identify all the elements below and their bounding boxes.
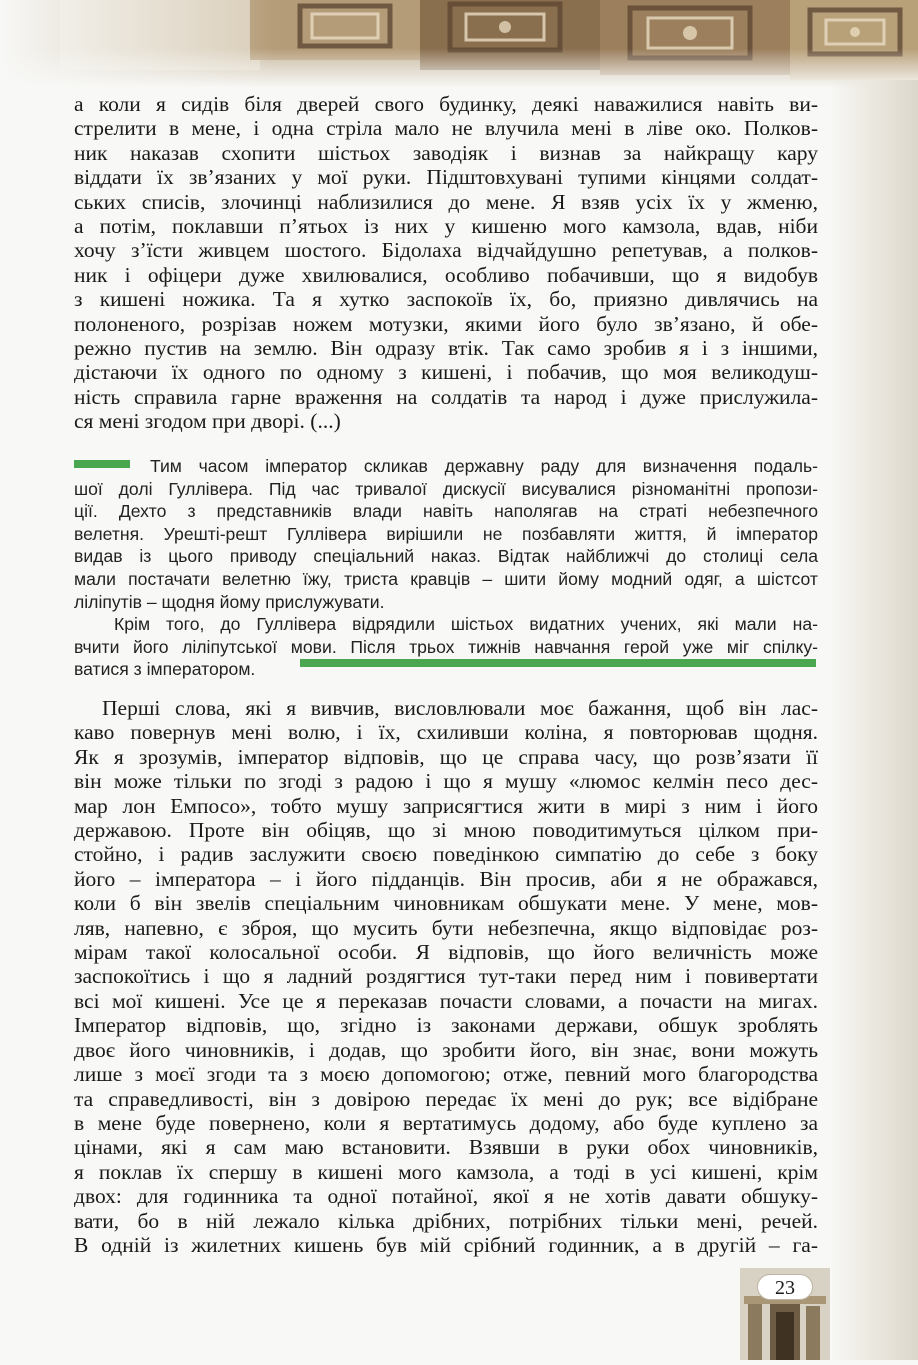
text-line: двоє його чиновників, і додав, що зробити його, він знає, вони можуть bbox=[74, 1037, 818, 1062]
text-line: двох: для годинника та одної потайної, якої я не хотів давати обшуку- bbox=[74, 1184, 818, 1209]
text-line: ся мені згодом при дворі. (...) bbox=[74, 409, 341, 434]
text-line: його – імператора – і його підданців. Він просив, аби я не ображався, bbox=[74, 866, 818, 891]
text-line: ник і офіцери дуже хвилювалися, особливо побачивши, що я видобув bbox=[74, 262, 818, 287]
text-line: а потім, поклавши п’ятьох із них у кишеню мого камзола, вдав, ніби bbox=[74, 214, 818, 239]
text-line: ність справила гарне враження на солдатів та народ і дуже прислужила- bbox=[74, 384, 818, 409]
summary-insert bbox=[74, 455, 818, 681]
text-line: коли б він звелів спеціальним чиновникам обшукати мене. У мене, мов- bbox=[74, 891, 818, 916]
text-line: а коли я сидів біля дверей свого будинку, деякі наважилися навіть ви- bbox=[74, 92, 818, 116]
text-line: Як я зрозумів, імператор відповів, що це справа часу, що розв’язати її bbox=[74, 744, 818, 769]
summary-line: видав із цього приводу спеціальний наказ. Відтак найближчі до столиці села bbox=[74, 546, 818, 567]
text-line: вати, бо в ній лежало кілька дрібних, потрібних тільки мені, речей. bbox=[74, 1208, 818, 1233]
text-line: та справедливості, він з довірою передає їх мені до рук; все відібране bbox=[74, 1086, 818, 1111]
text-line: мірам такої колосальної особи. Я відповів, що його величність може bbox=[74, 940, 818, 965]
page-number: 23 bbox=[757, 1274, 813, 1300]
text-line: в мене буде повернено, коли я вертатимусь додому, або буде куплено за bbox=[74, 1110, 818, 1135]
text-line: В одній із жилетних кишень був мій срібний годинник, а в другій – га- bbox=[74, 1232, 818, 1257]
story-paragraph-2 bbox=[74, 696, 818, 1257]
text-line: режно пустив на землю. Він одразу втік. Так само зробив я і з іншими, bbox=[74, 336, 818, 361]
text-line: полоненого, розрізав ножем мотузки, якими його було зв’язано, й обе- bbox=[74, 311, 818, 336]
text-line: цінами, які я сам маю встановити. Взявши в руки обох чиновників, bbox=[74, 1135, 818, 1160]
text-line: стрелити в мене, і одна стріла мало не влучила мені в ліве око. Полков- bbox=[74, 116, 818, 141]
text-line: я поклав їх спершу в кишені мого камзола, а тоді в усі кишені, крім bbox=[74, 1159, 818, 1184]
text-line: мар лон Емпосо», тобто мушу заприсягтися жити в мирі з ним і його bbox=[74, 793, 818, 818]
header-ceiling-illustration bbox=[0, 0, 918, 88]
summary-end-bar bbox=[300, 659, 816, 667]
summary-line: Крім того, до Гуллівера відрядили шістьох видатних учених, які мали на- bbox=[114, 614, 818, 635]
text-line: стойно, і радив заслужити своєю поведінкою симпатію до себе з боку bbox=[74, 842, 818, 867]
text-line: всі мої кишені. Усе це я переказав почасти словами, а почасти на мигах. bbox=[74, 988, 818, 1013]
text-line: лише з моєї згоди та з моєю допомогою; отже, певний мого благородства bbox=[74, 1062, 818, 1087]
summary-line: мали постачати велетню їжу, триста кравців – шити йому модний одяг, а шістсот bbox=[74, 568, 818, 589]
text-line: він може тільки по згоді з радою і що я мушу «люмос келмін песо дес- bbox=[74, 769, 818, 794]
text-line: з кишені ножика. Та я хутко заспокоїв їх, бо, приязно дивлячись на bbox=[74, 287, 818, 312]
text-line: дістаючи їх одного по одному з кишені, і побачив, що моя великодуш- bbox=[74, 360, 818, 385]
summary-line: шої долі Гуллівера. Під час тривалої дискусії висувалися різноманітні пропози- bbox=[74, 478, 818, 499]
text-line: ник наказав схопити шістьох заводіяк і визнав за найкращу кару bbox=[74, 140, 818, 165]
text-line: Перші слова, які я вивчив, висловлювали моє бажання, щоб він лас- bbox=[102, 696, 818, 720]
text-line: державою. Проте він обіцяв, що зі мною поводитимуться цілком при- bbox=[74, 818, 818, 843]
text-line: віддати їх зв’язаних у мої руки. Підштовхувані тупими кінцями солдат- bbox=[74, 165, 818, 190]
text-line: Імператор відповів, що, згідно із законами держави, обшук зроблять bbox=[74, 1013, 818, 1038]
summary-line: вчити його ліліпутської мови. Після трьох тижнів навчання герой уже міг спілку- bbox=[74, 636, 818, 657]
summary-line: ватися з імператором. bbox=[74, 659, 256, 680]
summary-line: Тим часом імператор скликав державну раду для визначення подаль- bbox=[150, 456, 818, 476]
summary-line: ліліпутів – щодня йому прислужувати. bbox=[74, 591, 385, 612]
story-paragraph-1 bbox=[74, 92, 818, 434]
summary-line: велетня. Урешті-решт Гуллівера вирішили не позбавляти життя, й імператор bbox=[74, 523, 818, 544]
text-line: хочу з’їсти живцем шостого. Бідолаха відчайдушно репетував, а полков- bbox=[74, 238, 818, 263]
page-edge-decoration bbox=[830, 80, 918, 1360]
summary-line: ції. Дехто з представників влади навіть наполягав на страті небезпечного bbox=[74, 501, 818, 522]
text-line: ських списів, злочинці наблизилися до мене. Я взяв усіх їх у жменю, bbox=[74, 189, 818, 214]
text-line: ляв, напевно, є зброя, що мусить бути небезпечна, якщо відповідає роз- bbox=[74, 915, 818, 940]
text-line: каво повернув мені волю, і їх, схиливши коліна, я повторював щодня. bbox=[74, 720, 818, 745]
text-line: заспокоїтись і що я ладний роздягтися тут-таки перед ним і повивертати bbox=[74, 964, 818, 989]
